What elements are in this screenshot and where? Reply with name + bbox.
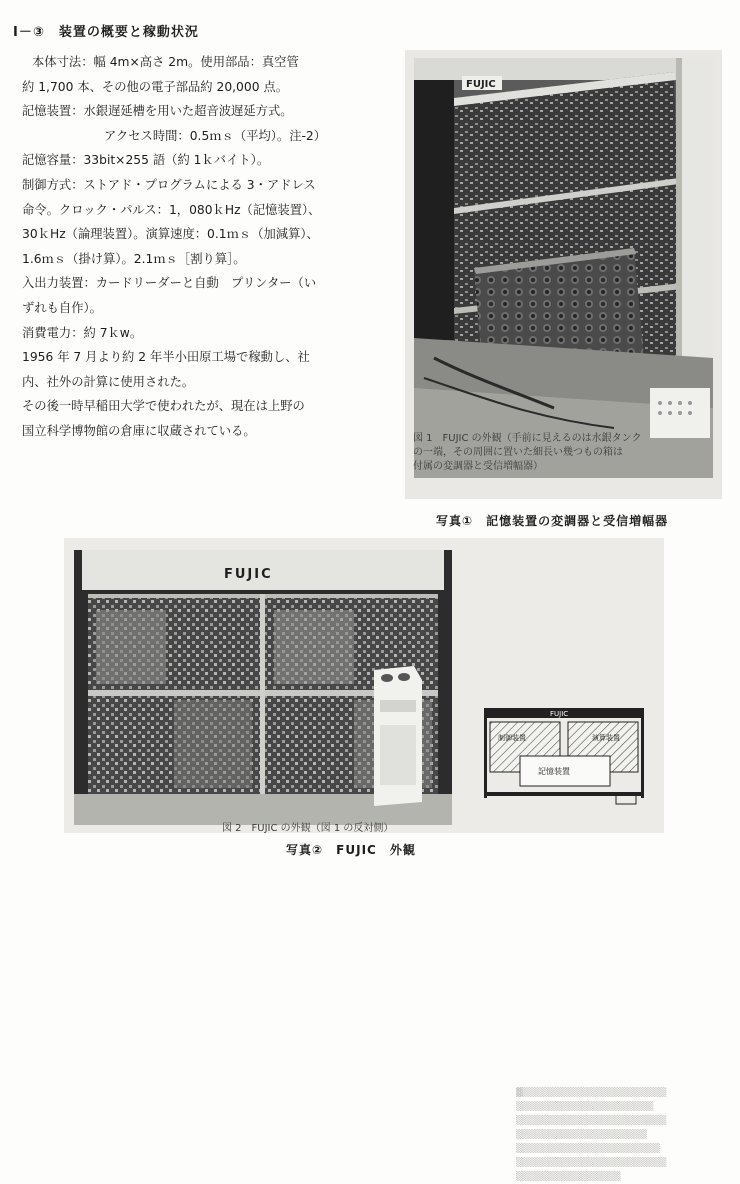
spec-line: 1.6ｍｓ（掛け算）。2.1ｍｓ［割り算］。 [22,251,246,266]
diagram-center-label: 記憶装置 [538,767,570,776]
photo-2-caption: 図 2 FUJIC の外観（図 1 の反対側） [222,823,394,834]
caption-line: 図 1 FUJIC の外観（手前に見えるのは水銀タンク [413,433,642,444]
section-heading: Ⅰ－③ 装置の概要と稼動状況 [13,25,199,40]
caption-line: 付属の変調器と受信増幅器） [413,461,543,472]
diagram-left-label: 制御装置 [498,734,526,742]
spec-line: その後一時早稲田大学で使われたが、現在は上野の [22,399,305,414]
spec-line: 本体寸法：幅 4m×高さ 2m。使用部品：真空管 [32,55,299,69]
photo-1-brand: FUJIC [466,79,496,90]
photo-1-image [414,58,713,478]
spec-line: アクセス時間：0.5ｍｓ（平均）。注-2） [104,128,327,143]
spec-line: 消費電力：約 7ｋw。 [22,325,143,340]
spec-line: 入出力装置：カードリーダーと自動 プリンター（い [22,276,317,291]
spec-line: ずれも自作）。 [22,300,102,315]
caption-line: の一端，その周囲に置いた細長い幾つもの箱は [413,447,623,458]
spec-line: 国立科学博物館の倉庫に収蔵されている。 [22,423,256,438]
spec-line: 制御方式：ストアド・プログラムによる 3・アドレス [22,177,316,192]
photo-2-brand: FUJIC [224,567,273,582]
spec-text-block [22,50,397,444]
spec-line: 約 1,700 本、その他の電子部品約 20,000 点。 [22,79,289,94]
spec-line: 記憶装置：水銀遅延槽を用いた超音波遅延方式。 [22,104,293,119]
photo-1-title: 写真① 記憶装置の変調器と受信増幅器 [436,514,669,528]
diagram-top-label: FUJIC [550,710,569,718]
spec-line: 内、社外の計算に使用された。 [22,374,195,389]
photo-1-caption [413,432,713,474]
spec-line: 1956 年 7 月より約 2 年半小田原工場で稼動し、社 [22,350,310,365]
spec-line: 命令。クロック・パルス：1，080ｋHz（記憶装置）、 [22,202,321,217]
photo-2-title: 写真② FUJIC 外観 [286,843,416,857]
photo-2-image [74,550,452,825]
diagram-right-label: 演算装置 [592,734,620,742]
spec-line: 30ｋHz（論理装置）。演算速度：0.1ｍｓ（加減算）、 [22,227,319,242]
faint-background-text: ▓▒▒▒▒▒▒▒▒▒▒▒▒▒▒▒▒▒▒▒▒▒▒ ▒▒▒▒▒▒▒▒▒▒▒▒▒▒▒▒▒▒▒▒▒ ▒▒▒▒▒▒▒▒▒▒▒▒▒▒▒▒▒▒▒▒▒▒▒ ▒▒▒▒▒▒▒▒▒▒▒▒▒▒▒▒▒▒▒▒ ▒▒▒▒▒▒▒▒▒▒▒▒▒▒▒▒▒▒▒▒▒▒ ▒▒▒▒▒▒▒▒▒▒▒▒▒▒▒▒▒▒▒▒▒▒▒ ▒▒▒▒▒▒▒▒▒▒▒▒▒▒▒▒ [516,1088,667,1182]
layout-diagram [480,700,650,810]
spec-line: 記憶容量：33bit×255 語（約 1ｋバイト）。 [22,153,270,168]
